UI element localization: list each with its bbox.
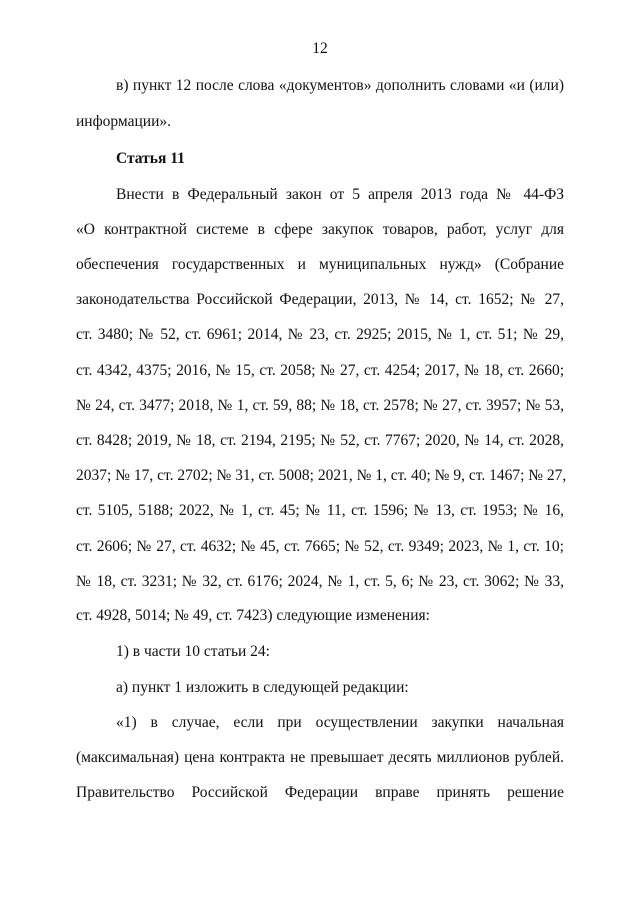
text-line-7: законодательства Российской Федерации, 2013, № 14, ст. 1652; № 27, xyxy=(76,291,564,308)
text-line-13: ст. 5105, 5188; 2022, № 1, ст. 45; № 11, ст. 1596; № 13, ст. 1953; № 16, xyxy=(76,502,564,519)
text-line-17: 1) в части 10 статьи 24: xyxy=(116,643,270,660)
text-line-21: Правительство Российской Федерации вправе принять решение xyxy=(76,784,564,801)
text-line-5: «О контрактной системе в сфере закупок товаров, работ, услуг для xyxy=(76,221,564,238)
text-line-1: в) пункт 12 после слова «документов» дополнить словами «и (или) xyxy=(116,77,564,94)
text-line-20: (максимальная) цена контракта не превышает десять миллионов рублей. xyxy=(76,749,564,766)
text-line-18: а) пункт 1 изложить в следующей редакции: xyxy=(116,679,409,696)
text-line-14: ст. 2606; № 27, ст. 4632; № 45, ст. 7665; № 52, ст. 9349; 2023, № 1, ст. 10; xyxy=(76,538,564,555)
text-line-11: ст. 8428; 2019, № 18, ст. 2194, 2195; № 52, ст. 7767; 2020, № 14, ст. 2028, xyxy=(76,432,564,449)
text-line-4: Внести в Федеральный закон от 5 апреля 2013 года № 44-ФЗ xyxy=(116,186,564,203)
text-line-9: ст. 4342, 4375; 2016, № 15, ст. 2058; № 27, ст. 4254; 2017, № 18, ст. 2660; xyxy=(76,362,564,379)
text-line-12: 2037; № 17, ст. 2702; № 31, ст. 5008; 2021, № 1, ст. 40; № 9, ст. 1467; № 27, xyxy=(76,467,567,484)
text-line-19: «1) в случае, если при осуществлении закупки начальная xyxy=(116,714,564,731)
text-line-10: № 24, ст. 3477; 2018, № 1, ст. 59, 88; № 18, ст. 2578; № 27, ст. 3957; № 53, xyxy=(76,397,564,414)
text-line-8: ст. 3480; № 52, ст. 6961; 2014, № 23, ст. 2925; 2015, № 1, ст. 51; № 29, xyxy=(76,326,564,343)
page-number: 12 xyxy=(312,40,328,57)
text-line-6: обеспечения государственных и муниципальных нужд» (Собрание xyxy=(76,256,564,273)
article-heading: Статья 11 xyxy=(116,150,185,167)
text-line-2: информации». xyxy=(76,113,171,130)
text-line-16: ст. 4928, 5014; № 49, ст. 7423) следующие изменения: xyxy=(76,607,430,624)
text-line-15: № 18, ст. 3231; № 32, ст. 6176; 2024, № 1, ст. 5, 6; № 23, ст. 3062; № 33, xyxy=(76,573,564,590)
